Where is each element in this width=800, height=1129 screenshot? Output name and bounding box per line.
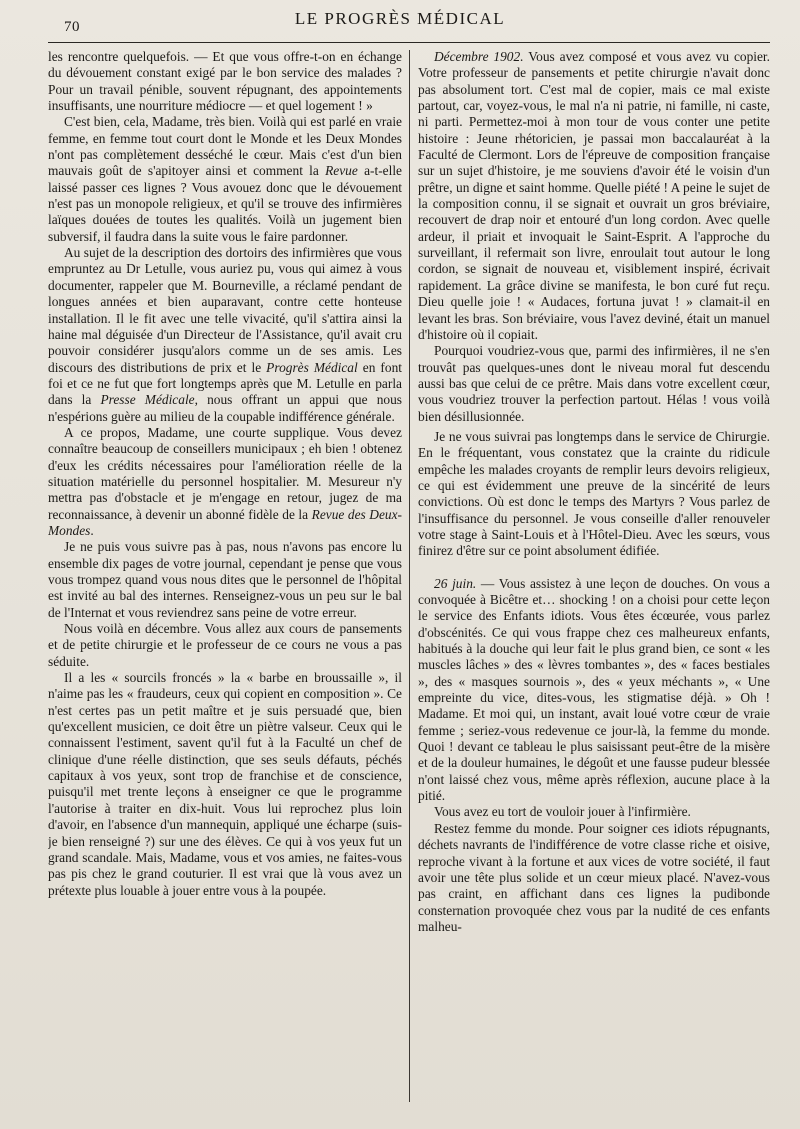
italic-title: Revue xyxy=(325,163,358,179)
paragraph: Il a les « sourcils froncés » la « barbe en broussaille », il n'aime pas les « fraudeurs, ceux qui copient en composition ». Ce n'est certes pas un petit maître et je suis persuadé que, bien qu'excellent musicien, ce doit être un piètre valseur. Ceux qui le connaissent l'estiment, savent qu'il fut à la Faculté un chef de clinique d'une réelle distinction, que ses seuls défauts, péchés capitaux à vos yeux, sont trop de franchise et de conscience, puisqu'il met trente leçons à enseigner ce que le programme l'autorise à traiter en dix-huit. Vous lui reprochez plus loin d'avoir, en l'absence d'un mannequin, appliqué une écharpe (suis-je bien renseigné ?) sur une des élèves. Ce qui à vos yeux fut un grand scandale. Mais, Madame, vous et vos amies, ne faites-vous pas pis chez le grand couturier. Il est vrai que là vous avez un prétexte plus louable à jouer entre vous à la poupée. xyxy=(48,670,402,898)
italic-title: Revue des Deux-Mondes xyxy=(48,506,402,538)
paragraph: Pourquoi voudriez-vous que, parmi des infirmières, il ne s'en trouvât pas quelques-unes dont le niveau moral fut descendu aussi bas que celui de ce prêtre. Mais dans votre excellent cœur, vous voudriez trouver la perfection partout. Hélas ! vous voilà bien désillusionnée. xyxy=(418,343,770,424)
right-column xyxy=(418,49,770,1121)
italic-title: Presse Médicale xyxy=(100,392,195,408)
page-number: 70 xyxy=(64,19,80,35)
paragraph: les rencontre quelquefois. — Et que vous offre-t-on en échange du dévouement constant exigé par le bon service des malades ? Pour un travail pénible, souvent répugnant, des appointements insuffisants, une nourriture médiocre — et quel logement ! » xyxy=(48,49,402,114)
section-date: 26 juin. xyxy=(434,575,477,591)
italic-title: Progrès Médical xyxy=(266,359,358,375)
paragraph: Je ne vous suivrai pas longtemps dans le service de Chirurgie. En le fréquentant, vous constatez que la crainte du ridicule empêche les malades croyants de remplir leurs devoirs religieux, ce qui est évidemment une preuve de la sincérité de leurs convictions. Où est donc le temps des Martyrs ? Vous parlez de l'insuffisance du personnel. Je vous conseille d'aller renouveler votre stage à Saint-Louis et à l'Hôtel-Dieu. Avec les sœurs, vous finirez d'être sur ce point absolument édifiée. xyxy=(418,428,770,559)
section-date: Décembre 1902. xyxy=(434,49,524,64)
paragraph: Je ne puis vous suivre pas à pas, nous n'avons pas encore lu ensemble dix pages de votre journal, cependant je pense que vous vous trompez quand vous nous dites que le personnel de l'hôpital est invité au bal des internes. Renseignez-vous un peu sur le bal de l'Internat et vous reviendrez sans peine de votre erreur. xyxy=(48,539,402,620)
paragraph: Décembre 1902. Vous avez composé et vous avez vu copier. Votre professeur de pansements et petite chirurgie n'avait donc pas absolument tort. C'est mal de copier, mais ce mal existe partout, car, voyez-vous, le mal n'a ni patrie, ni famille, ni caste, ni parti. Permettez-moi à mon tour de vous conter une petite histoire : Jeune rhétoricien, je passai mon baccalauréat à la Faculté de Clermont. Lors de l'épreuve de composition française sur un sujet d'histoire, je me souviens d'avoir été le voisin d'un prêtre, un digne et saint homme. Quelle piété ! A peine le sujet de la composition connu, il se signait et ouvrait un gros bréviaire, recouvert de drap noir et entouré d'un long cordon. Avec quelle ardeur, il priait et invoquait le Saint-Esprit. A l'approche du surveillant, il refermait son livre, enroulait tout autour le long cordon, se signait de nouveau et, visiblement inspiré, écrivait rapidement. La grâce divine se manifesta, le bon curé fut reçu. Dieu quelle joie ! « Audaces, fortuna juvat ! » clamait-il en levant les bras. Son bréviaire, vous l'avez deviné, était un manuel d'histoire où il copiait. xyxy=(418,49,770,342)
journal-title: LE PROGRÈS MÉDICAL xyxy=(294,9,506,28)
column-divider xyxy=(409,50,410,1102)
left-column xyxy=(48,49,402,1121)
header-rule xyxy=(48,42,770,43)
paragraph: A ce propos, Madame, une courte supplique. Vous devez connaître beaucoup de conseillers municipaux ; eh bien ! obtenez d'eux les crédits nécessaires pour l'amélioration réelle de la situation matérielle du personnel hospitalier. M. Mesureur n'y mettra pas d'obstacle et je m'engage en retour, jugez de ma reconnaissance, à devenir un abonné fidèle de la Revue des Deux-Mondes. xyxy=(48,424,402,538)
paragraph: Restez femme du monde. Pour soigner ces idiots répugnants, déchets navrants de l'indifférence de votre classe riche et oisive, reproche vivant à la fortune et aux vices de votre société, il faut avoir une tête plus solide et un cœur mieux placé. N'avez-vous pas craint, en affichant dans ces lignes la pudibonde consternation provoquée chez vous par la nudité de ces enfants malheu- xyxy=(418,820,770,934)
paragraph: 26 juin. — Vous assistez à une leçon de douches. On vous a convoquée à Bicêtre et… shocking ! on a choisi pour cette leçon le service des Enfants idiots. Vous êtes écœurée, vous parlez d'obscénités. Ce qui vous frappe chez ces malheureux enfants, habitués à la douche qui leur fait le plus grand bien, ce sont « les muscles lâches » des « lèvres tombantes », des « faces bestiales », des « masques sournois », des « yeux méchants », « Une empreinte du vice, dites-vous, les stigmatise déjà. » Oh ! Madame. Et moi qui, un instant, avait loué votre cœur de vraie femme ; seriez-vous redevenue ce jour-là, la femme du monde. Quoi ! devant ce tableau le plus saisissant peut-être de la misère et de la douleur humaines, le dégoût et une fausse pudeur blessée n'ont laissé chez vous, même après réflexion, aucune place à la pitié. xyxy=(418,575,770,804)
paragraph: C'est bien, cela, Madame, très bien. Voilà qui est parlé en vraie femme, en femme tout court dont le Monde et les Deux Mondes n'ont pas complètement desséché le cœur. Mais c'est d'un bien mauvais goût de s'apitoyer ainsi et comment la Revue a-t-elle laissé passer ces lignes ? Vous avouez donc que le dévouement n'est pas un monopole religieux, et qu'il se trouve des infirmières laïques douées de toutes les qualités. Voilà un jugement bien subversif, il faudra dans la suite vous le faire pardonner. xyxy=(48,114,402,244)
paragraph: Nous voilà en décembre. Vous allez aux cours de pansements et de petite chirurgie et le professeur de ce cours ne vous a pas séduite. xyxy=(48,621,402,669)
paragraph: Vous avez eu tort de vouloir jouer à l'infirmière. xyxy=(434,804,691,820)
paragraph: Au sujet de la description des dortoirs des infirmières que vous empruntez au Dr Letulle, vous auriez pu, vous qui aimez à vous documenter, rappeler que M. Bourneville, a réclamé pendant de longues années et bien auparavant, contre cette honteuse installation. Il le fit avec une telle vivacité, qu'il s'attira ainsi la haine mal déguisée d'un Directeur de l'Assistance, qu'il avait cru pouvoir considérer jusqu'alors comme un de ses amis. Les discours des distributions de prix et le Progrès Médical en font foi et ce ne fut que fort longtemps après que M. Letulle en parla dans la Presse Médicale, nous offrant un appui que nous n'espérions guère au milieu de la coupable indifférence générale. xyxy=(48,245,402,424)
